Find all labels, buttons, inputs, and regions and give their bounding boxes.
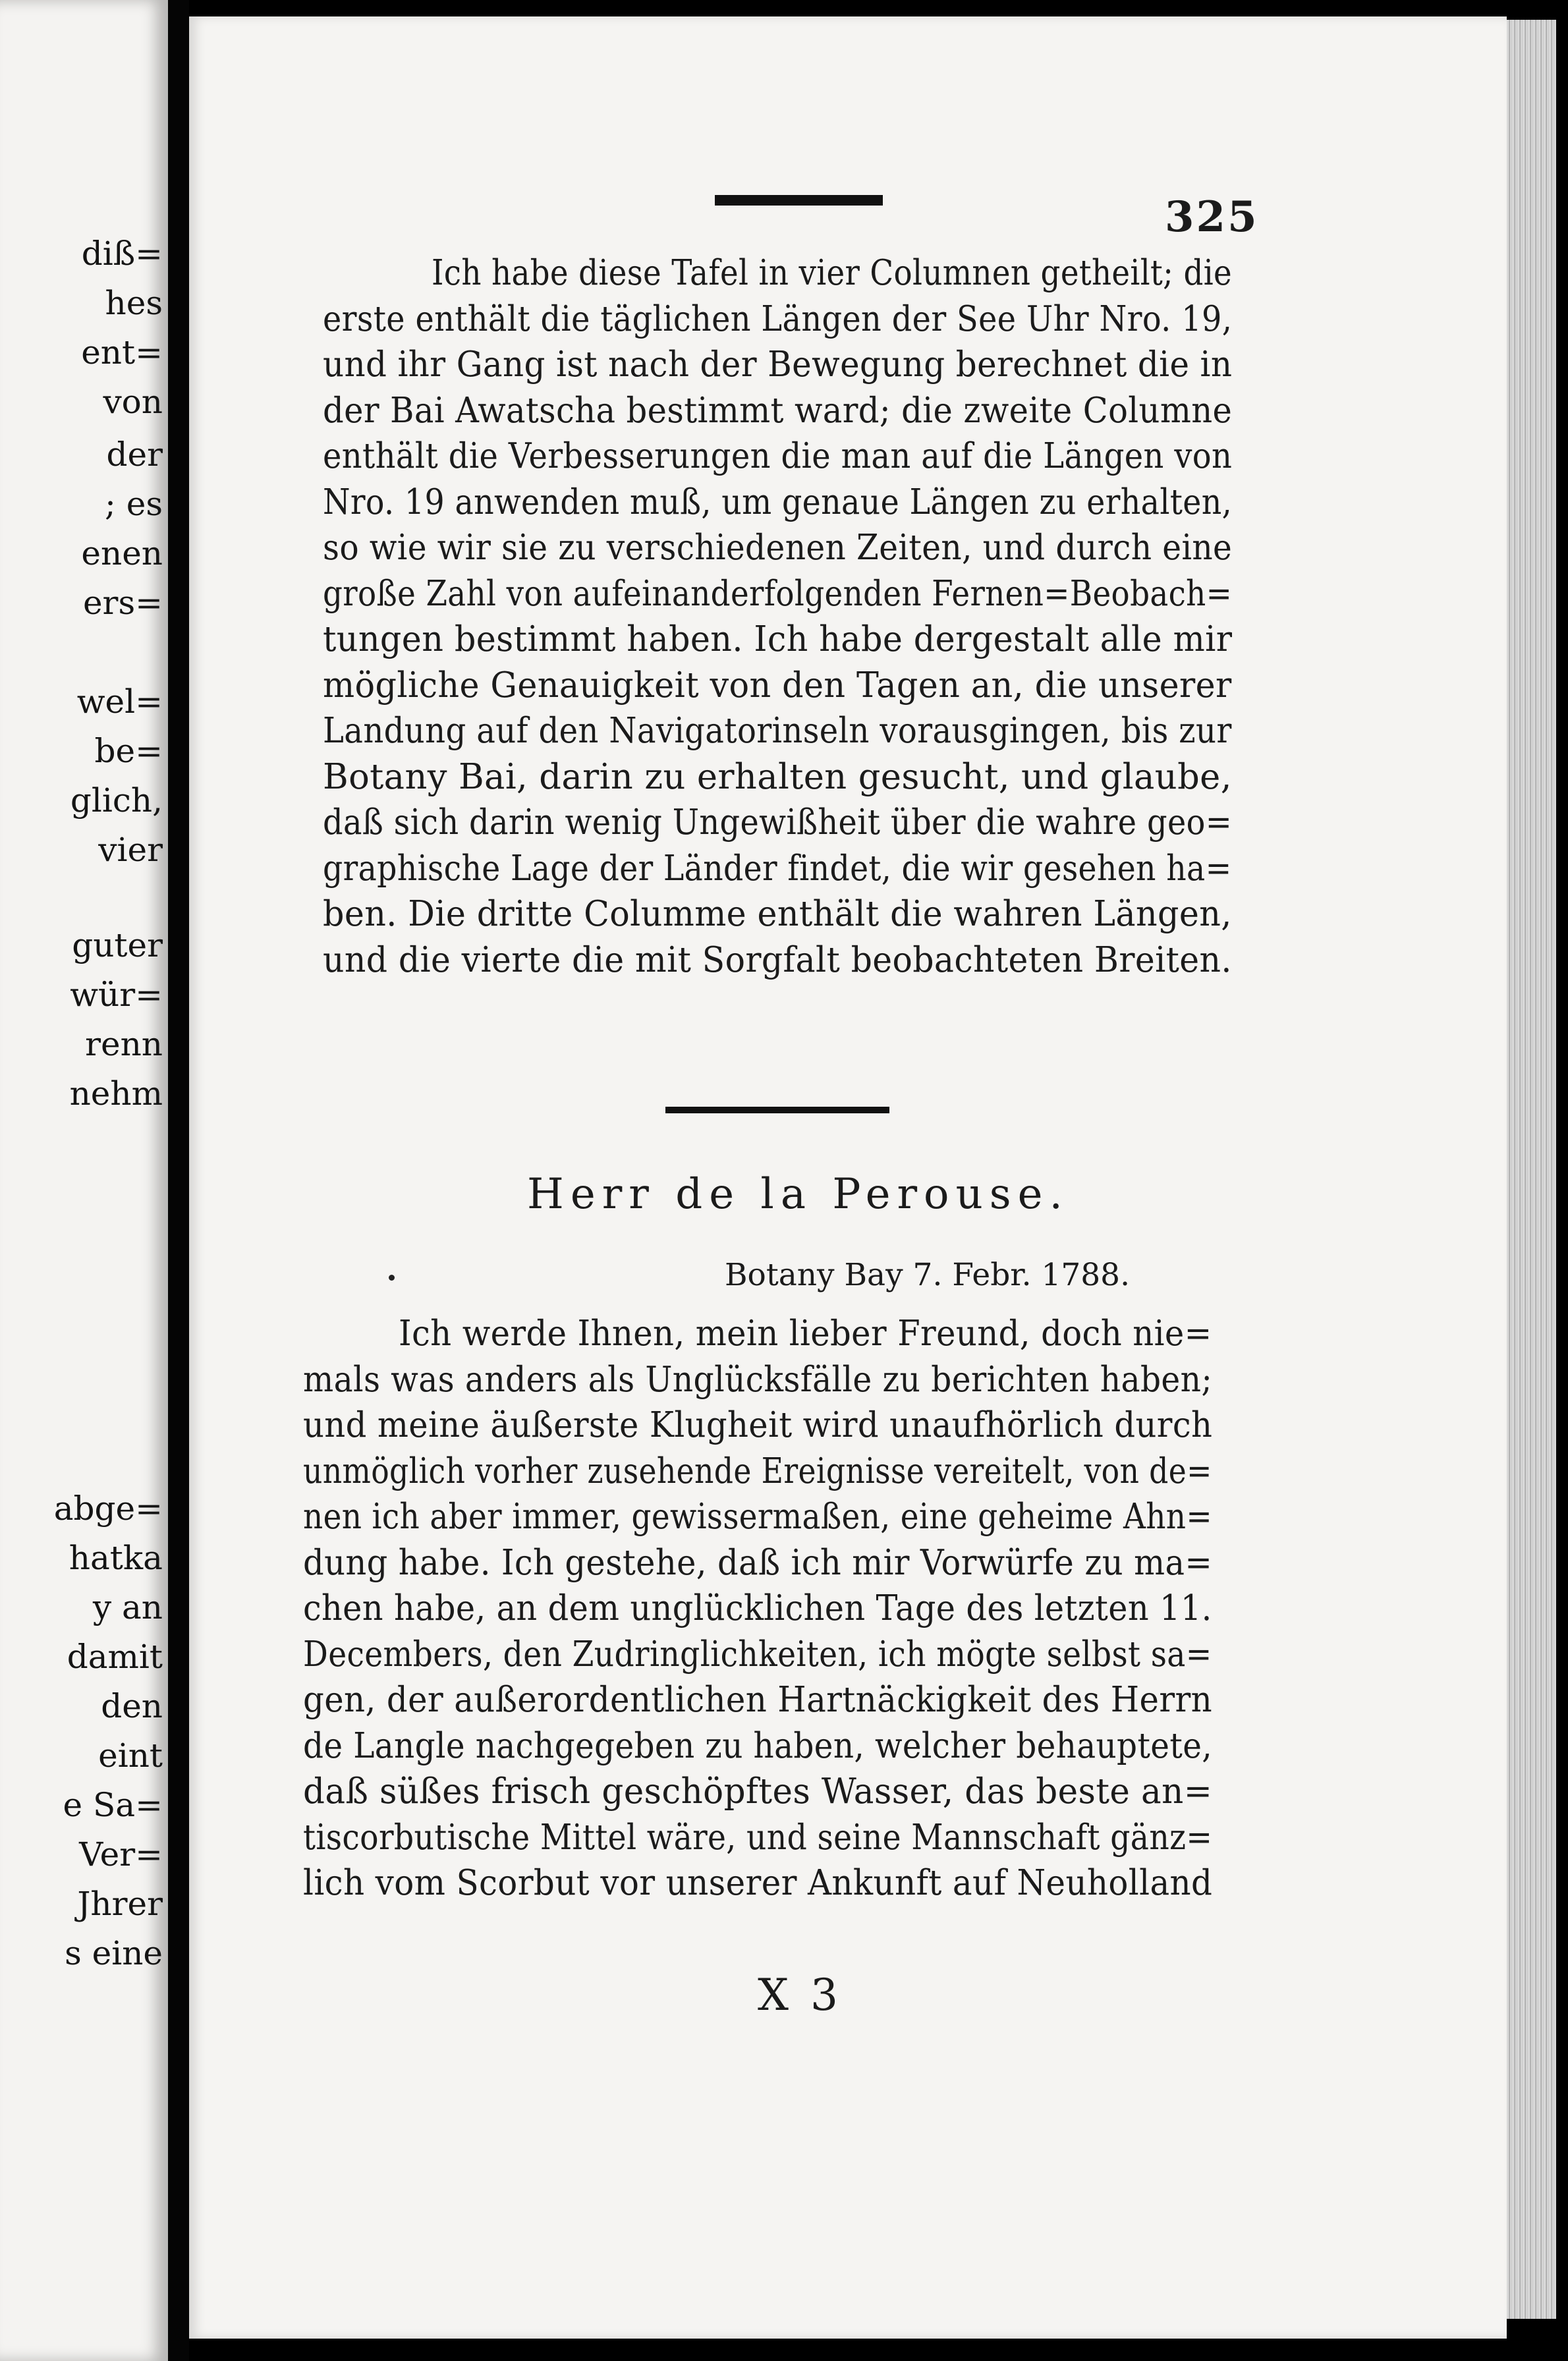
left-page-fragment: wür= [70,976,163,1014]
text-line: tiscorbutische Mittel wäre, und seine Mannschaft gänz= [303,1817,1213,1858]
text-line: chen habe, an dem unglücklichen Tage des letzten 11. [303,1588,1212,1628]
left-page-fragment: damit [67,1638,163,1676]
left-page-fragment: y an [92,1588,163,1626]
left-page-fragment: s eine [65,1934,163,1972]
text-line: und die vierte die mit Sorgfalt beobachteten Breiten. [323,939,1232,980]
text-line: und ihr Gang ist nach der Bewegung berechnet die in [323,345,1233,385]
text-line: unmöglich vorher zusehende Ereignisse vereitelt, von de= [303,1451,1212,1491]
text-line: ben. Die dritte Columme enthält die wahren Längen, [323,894,1232,934]
text-line: der Bai Awatscha bestimmt ward; die zweite Columne [323,390,1233,431]
dateline: Botany Bay 7. Febr. 1788. [725,1257,1131,1293]
left-page-fragment: wel= [76,682,163,721]
text-line: gen, der außerordentlichen Hartnäckigkeit des Herrn [303,1680,1213,1720]
left-page-fragment: renn [85,1025,163,1063]
text-line: daß sich darin wenig Ungewißheit über die wahre geo= [323,802,1233,843]
left-page-fragment: ; es [105,485,163,523]
left-page-fragment: glich, [70,781,163,819]
section-heading: Herr de la Perouse. [527,1170,1069,1219]
left-page-fragment: ers= [82,584,163,622]
left-page-fragment: hatka [69,1539,163,1577]
left-page-fragment: ent= [81,333,163,372]
left-page-fragment: hes [105,284,163,322]
left-page-fragment: eint [98,1736,163,1775]
signature-mark: X 3 [758,1970,842,2020]
text-line: dung habe. Ich gestehe, daß ich mir Vorwürfe zu ma= [303,1542,1213,1583]
dateline-dot [389,1275,395,1281]
left-page-fragment: enen [81,534,163,572]
text-line: Ich werde Ihnen, mein lieber Freund, doch nie= [399,1314,1212,1354]
text-line: enthält die Verbesserungen die man auf die Längen von [323,436,1233,476]
left-page-fragment: diß= [81,235,163,273]
header-rule [715,195,883,206]
left-page-fragment: be= [94,732,163,770]
left-page-fragment: nehm [69,1074,163,1113]
left-page-fragment: der [106,435,163,474]
text-line: erste enthält die täglichen Längen der See Uhr Nro. 19, [323,298,1233,339]
text-line: nen ich aber immer, gewissermaßen, eine geheime Ahn= [303,1497,1213,1537]
text-line: und meine äußerste Klugheit wird unaufhörlich durch [303,1405,1213,1445]
text-line: Botany Bai, darin zu erhalten gesucht, und glaube, [323,756,1232,797]
left-page-fragment: Ver= [79,1835,163,1874]
left-page-fragment: abge= [53,1489,163,1528]
left-page-fragment: e Sa= [63,1786,163,1824]
left-page-fragment: den [101,1687,163,1725]
text-line: Nro. 19 anwenden muß, um genaue Längen zu erhalten, [323,482,1233,522]
text-line: de Langle nachgegeben zu haben, welcher behauptete, [303,1725,1213,1766]
text-line: große Zahl von aufeinanderfolgenden Fernen=Beobach= [323,573,1233,614]
left-page-fragment: guter [72,926,163,964]
left-facing-page [0,0,168,2361]
text-line: tungen bestimmt haben. Ich habe dergestalt alle mir [323,619,1233,659]
text-line: Ich habe diese Tafel in vier Columnen getheilt; die [432,253,1233,293]
left-page-fragment: vier [98,831,163,869]
text-line: mögliche Genauigkeit von den Tagen an, die unserer [323,665,1232,706]
text-line: Landung auf den Navigatorinseln vorausgingen, bis zur [323,711,1232,751]
left-page-fragment: von [103,383,163,421]
left-page-fragment: Jhrer [77,1885,163,1923]
book-gutter [168,0,189,2361]
text-line: so wie wir sie zu verschiedenen Zeiten, und durch eine [323,528,1233,568]
text-line: graphische Lage der Länder findet, die wir gesehen ha= [323,848,1232,889]
page-edges [1507,20,1556,2319]
page-number: 325 [1165,192,1259,242]
text-line: daß süßes frisch geschöpftes Wasser, das beste an= [303,1771,1213,1812]
text-line: lich vom Scorbut vor unserer Ankunft auf Neuholland [303,1863,1213,1903]
text-line: Decembers, den Zudringlichkeiten, ich mögte selbst sa= [303,1634,1212,1675]
text-line: mals was anders als Unglücksfälle zu berichten haben; [303,1359,1213,1400]
section-divider [665,1107,889,1113]
